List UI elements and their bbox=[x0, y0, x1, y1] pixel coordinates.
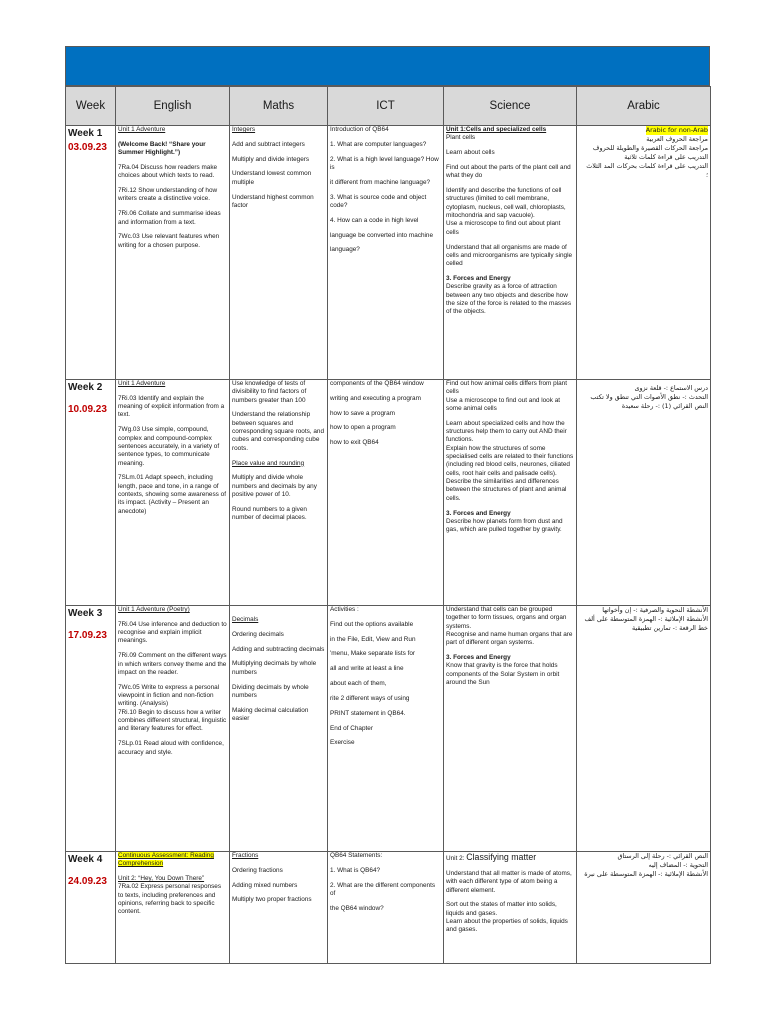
ict-cell bbox=[328, 380, 444, 606]
science-item: Use a microscope to find out and look at some animal cells bbox=[446, 396, 561, 412]
assessment-highlight: Continuous Assessment: Reading Comprehension bbox=[118, 852, 214, 868]
week-date: 03.09.23 bbox=[68, 141, 107, 153]
maths-item: Use knowledge of tests of divisibility to find factors of numbers greater than 100 bbox=[232, 380, 307, 404]
maths-item: Understand lowest common multiple bbox=[232, 170, 312, 186]
science-item: Learn about specialized cells and how the structures help them to carry out AND their functions. bbox=[446, 419, 567, 444]
science-cell bbox=[444, 380, 577, 606]
arabic-line: النص القرائي (1) :- رحلة سعيدة bbox=[621, 401, 708, 410]
science-forces-text: Describe gravity as a force of attraction between any two objects and describe how the size of the force is related to the masses of the objects. bbox=[446, 283, 572, 316]
maths-topic: Fractions bbox=[232, 852, 259, 859]
arabic-line: الأنشطة الإملائية :- الهمزة المتوسطة على ألف bbox=[584, 614, 708, 623]
ict-cell bbox=[328, 852, 444, 964]
ict-item: 1. What is QB64? bbox=[330, 866, 381, 874]
english-objective: 7Wc.03 Use relevant features when writing for a chosen purpose. bbox=[118, 233, 220, 249]
english-unit: Unit 1 Adventure bbox=[118, 380, 166, 387]
maths-item: Adding mixed numbers bbox=[232, 881, 298, 889]
ict-item: End of Chapter bbox=[330, 724, 373, 732]
ict-item: PRINT statement in QB64. bbox=[330, 709, 406, 717]
ict-item: about each of them, bbox=[330, 680, 387, 688]
arabic-cell bbox=[577, 606, 711, 852]
ict-item: 2. What is a high level language? How is bbox=[330, 155, 439, 171]
ict-item: writing and executing a program bbox=[330, 394, 421, 402]
science-item: Identify and describe the functions of cell structures (limited to cell membrane, cytoplasm, nucleus, cell wall, chloroplasts, mitochondria and sap vacuole). bbox=[446, 187, 566, 220]
english-objective: 7Ra.02 Express personal responses to texts, including preferences and opinions, referring back to specific content. bbox=[118, 883, 222, 916]
english-objective: 7Ri.04 Use inference and deduction to recognise and explain implicit meanings. bbox=[118, 620, 227, 645]
english-objective: 7Ri.03 Identify and explain the meaning of explicit information from a text. bbox=[118, 394, 225, 419]
arabic-line: التدريب على قراءة كلمات بحركات المد الثلاث bbox=[586, 161, 708, 170]
header-maths: Maths bbox=[230, 87, 328, 126]
science-unit-title: Classifying matter bbox=[466, 852, 537, 862]
maths-topic: Place value and rounding bbox=[232, 459, 305, 467]
science-cell bbox=[444, 606, 577, 852]
week-row-2 bbox=[66, 380, 711, 606]
ict-item: 4. How can a code in high level bbox=[330, 216, 419, 224]
arabic-line: مراجعة الحركات القصيرة والطويلة للحروف bbox=[592, 143, 708, 152]
english-unit: Unit 2: “Hey, You Down There” bbox=[118, 875, 205, 883]
arabic-line: الأنشطة الإملائية :- الهمزة المتوسطة على نبرة bbox=[584, 869, 708, 878]
english-assessment bbox=[118, 852, 227, 869]
maths-item: Ordering decimals bbox=[232, 630, 284, 638]
ict-item: how to open a program bbox=[330, 424, 396, 432]
ict-item: QB64 Statements: bbox=[330, 852, 383, 859]
week-cell bbox=[66, 380, 116, 606]
english-cell bbox=[116, 126, 230, 380]
arabic-line: التدريب على قراءة كلمات ثلاثية bbox=[624, 152, 708, 161]
header-english: English bbox=[116, 87, 230, 126]
arabic-line: خط الرقعة :- تمارين تطبيقية bbox=[631, 623, 708, 632]
maths-cell bbox=[230, 852, 328, 964]
science-item: Find out about the parts of the plant cell and what they do bbox=[446, 163, 571, 180]
arabic-line: درس الاستماع :- قلعة نزوى bbox=[634, 384, 708, 392]
maths-item: Making decimal calculation easier bbox=[232, 706, 309, 723]
english-objective: 7Ri.12 Show understanding of how writers create a distinctive voice. bbox=[118, 187, 218, 203]
english-objective: 7Ri.06 Collate and summarise ideas and information from a text. bbox=[118, 210, 221, 226]
ict-item: 'menu, Make separate lists for bbox=[330, 650, 416, 658]
science-item: Sort out the states of matter into solids, liquids and gases. bbox=[446, 901, 557, 917]
ict-item: components of the QB64 window bbox=[330, 380, 424, 387]
maths-topic: Decimals bbox=[232, 616, 259, 623]
maths-item: Understand the relationship between squares and corresponding square roots, and cubes and corresponding cube roots. bbox=[232, 411, 325, 452]
science-item: Describe the similarities and differences between the structures of plant and animal cells. bbox=[446, 478, 567, 502]
maths-topic: Integers bbox=[232, 126, 256, 133]
ict-item: Introduction of QB64 bbox=[330, 126, 389, 133]
week-row-3 bbox=[66, 606, 711, 852]
english-unit: Unit 1 Adventure (Poetry) bbox=[118, 606, 190, 613]
ict-item: 1. What are computer languages? bbox=[330, 140, 427, 148]
english-cell bbox=[116, 606, 230, 852]
week-cell bbox=[66, 852, 116, 964]
header-week: Week bbox=[66, 87, 116, 126]
ict-item: 2. What are the different components of bbox=[330, 881, 436, 897]
ict-item: it different from machine language? bbox=[330, 178, 431, 186]
science-item: Understand that cells can be grouped together to form tissues, organs and organ systems. bbox=[446, 606, 567, 630]
header-science: Science bbox=[444, 87, 577, 126]
week-label: Week 3 bbox=[68, 608, 103, 619]
maths-cell bbox=[230, 380, 328, 606]
english-objective: 7Ri.09 Comment on the different ways in which writers convey theme and the impact on the reader. bbox=[118, 652, 227, 676]
maths-item: Round numbers to a given number of decimal places. bbox=[232, 505, 307, 522]
weekly-plan-table bbox=[65, 86, 711, 964]
ict-item: how to exit QB64 bbox=[330, 439, 379, 447]
english-cell bbox=[116, 380, 230, 606]
week-date: 24.09.23 bbox=[68, 875, 107, 887]
maths-item: Multiply and divide whole numbers and decimals by any positive power of 10. bbox=[232, 474, 317, 499]
maths-item: Dividing decimals by whole numbers bbox=[232, 683, 309, 699]
arabic-line: التحدث :- نطق الأصوات التي تنطق ولا تكتب bbox=[590, 392, 708, 401]
science-item: Find out how animal cells differs from plant cells bbox=[446, 380, 568, 396]
ict-item: rite 2 different ways of using bbox=[330, 694, 410, 702]
ict-item: Exercise bbox=[330, 739, 355, 747]
science-item: Learn about the properties of solids, liquids and gases. bbox=[446, 918, 568, 934]
ict-cell bbox=[328, 126, 444, 380]
science-item: Recognise and name human organs that are part of different organ systems. bbox=[446, 630, 573, 647]
arabic-line: الأنشطة النحوية والصرفية :- إن وأخواتها bbox=[602, 606, 708, 614]
science-item: Use a microscope to find out about plant cells bbox=[446, 220, 561, 236]
science-unit-label: Unit 2: bbox=[446, 855, 467, 862]
ict-item: 3. What is source code and object code? bbox=[330, 193, 427, 209]
ict-item: Activities : bbox=[330, 606, 359, 613]
header-ict: ICT bbox=[328, 87, 444, 126]
arabic-highlight: Arabic for non-Arab bbox=[645, 126, 708, 134]
science-item: Understand that all matter is made of atoms, with each different type of atom being a different element. bbox=[446, 869, 572, 894]
ict-cell bbox=[328, 606, 444, 852]
arabic-line: مراجعة الحروف العربية bbox=[646, 134, 708, 143]
maths-item: Adding and subtracting decimals bbox=[232, 645, 325, 653]
english-objective: 7Wg.03 Use simple, compound, complex and compound-complex sentences accurately, in a variety of sentence types, to communicate meaning. bbox=[118, 426, 220, 467]
english-objective: 7SLm.01 Adapt speech, including length, pace and tone, in a range of contexts, showing some awareness of its impact. (Activity – Present an anecdote) bbox=[118, 474, 226, 515]
science-forces-title: 3. Forces and Energy bbox=[446, 275, 511, 283]
maths-item: Understand highest common factor bbox=[232, 193, 314, 209]
science-unit bbox=[446, 852, 574, 863]
maths-cell bbox=[230, 126, 328, 380]
science-forces-text: Describe how planets form from dust and gas, which are pulled together by gravity. bbox=[446, 517, 563, 534]
maths-cell bbox=[230, 606, 328, 852]
english-objective: 7Wc.05 Write to express a personal viewpoint in fiction and non-fiction writing. (Analysis) bbox=[118, 683, 220, 708]
week-cell bbox=[66, 606, 116, 852]
english-objective: 7Ra.04 Discuss how readers make choices about which texts to read. bbox=[118, 163, 218, 180]
arabic-line: النص القرائي :- رحلة إلى الرستاق bbox=[617, 852, 708, 860]
header-banner bbox=[65, 46, 710, 86]
week-date: 10.09.23 bbox=[68, 403, 107, 415]
english-objective: 7SLp.01 Read aloud with confidence, accuracy and style. bbox=[118, 740, 224, 756]
english-objective: 7Ri.10 Begin to discuss how a writer combines different structural, linguistic and literary features for effect. bbox=[118, 708, 227, 733]
english-unit: Unit 1 Adventure bbox=[118, 126, 166, 133]
week-label: Week 4 bbox=[68, 854, 103, 865]
ict-item: the QB64 window? bbox=[330, 904, 384, 912]
ict-item: language be converted into machine bbox=[330, 231, 434, 239]
ict-item: Find out the options available bbox=[330, 620, 414, 628]
maths-item: Multiply and divide integers bbox=[232, 155, 310, 163]
header-arabic: Arabic bbox=[577, 87, 711, 126]
science-cell bbox=[444, 852, 577, 964]
science-forces-title: 3. Forces and Energy bbox=[446, 654, 511, 662]
ict-item: all and write at least a line bbox=[330, 665, 404, 673]
science-forces-title: 3. Forces and Energy bbox=[446, 509, 511, 517]
science-item: Learn about cells bbox=[446, 149, 495, 157]
week-row-4 bbox=[66, 852, 711, 964]
week-label: Week 1 bbox=[68, 128, 103, 139]
arabic-line: التحوية :- المضاف إليه bbox=[648, 860, 708, 869]
maths-item: Multiplying decimals by whole numbers bbox=[232, 660, 317, 676]
maths-item: Add and subtract integers bbox=[232, 140, 305, 148]
maths-item: Multiply two proper fractions bbox=[232, 896, 312, 904]
arabic-cell bbox=[577, 380, 711, 606]
week-cell bbox=[66, 126, 116, 380]
ict-item: how to save a program bbox=[330, 409, 396, 417]
science-item: Understand that all organisms are made of cells and microorganisms are typically single celled bbox=[446, 243, 573, 268]
arabic-line: ؛ bbox=[705, 170, 708, 179]
week-date: 17.09.23 bbox=[68, 629, 107, 641]
ict-item: in the File, Edit, View and Run bbox=[330, 635, 416, 643]
week-row-1 bbox=[66, 126, 711, 380]
science-item: Explain how the structures of some specialised cells are related to their functions (including red blood cells, neurones, ciliated cells, root hair cells and palisade cells). bbox=[446, 444, 574, 477]
english-welcome: (Welcome Back! “Share your Summer Highlight.”) bbox=[118, 140, 206, 157]
header-row bbox=[66, 87, 711, 126]
science-cell bbox=[444, 126, 577, 380]
science-unit: Unit 1:Cells and specialized cells bbox=[446, 126, 547, 133]
science-item: Plant cells bbox=[446, 134, 476, 142]
arabic-cell bbox=[577, 852, 711, 964]
ict-item: language? bbox=[330, 246, 360, 254]
week-label: Week 2 bbox=[68, 382, 103, 393]
maths-item: Ordering fractions bbox=[232, 866, 283, 874]
english-cell bbox=[116, 852, 230, 964]
science-forces-text: Know that gravity is the force that holds components of the Solar System in orbit around the Sun bbox=[446, 662, 560, 687]
arabic-cell bbox=[577, 126, 711, 380]
